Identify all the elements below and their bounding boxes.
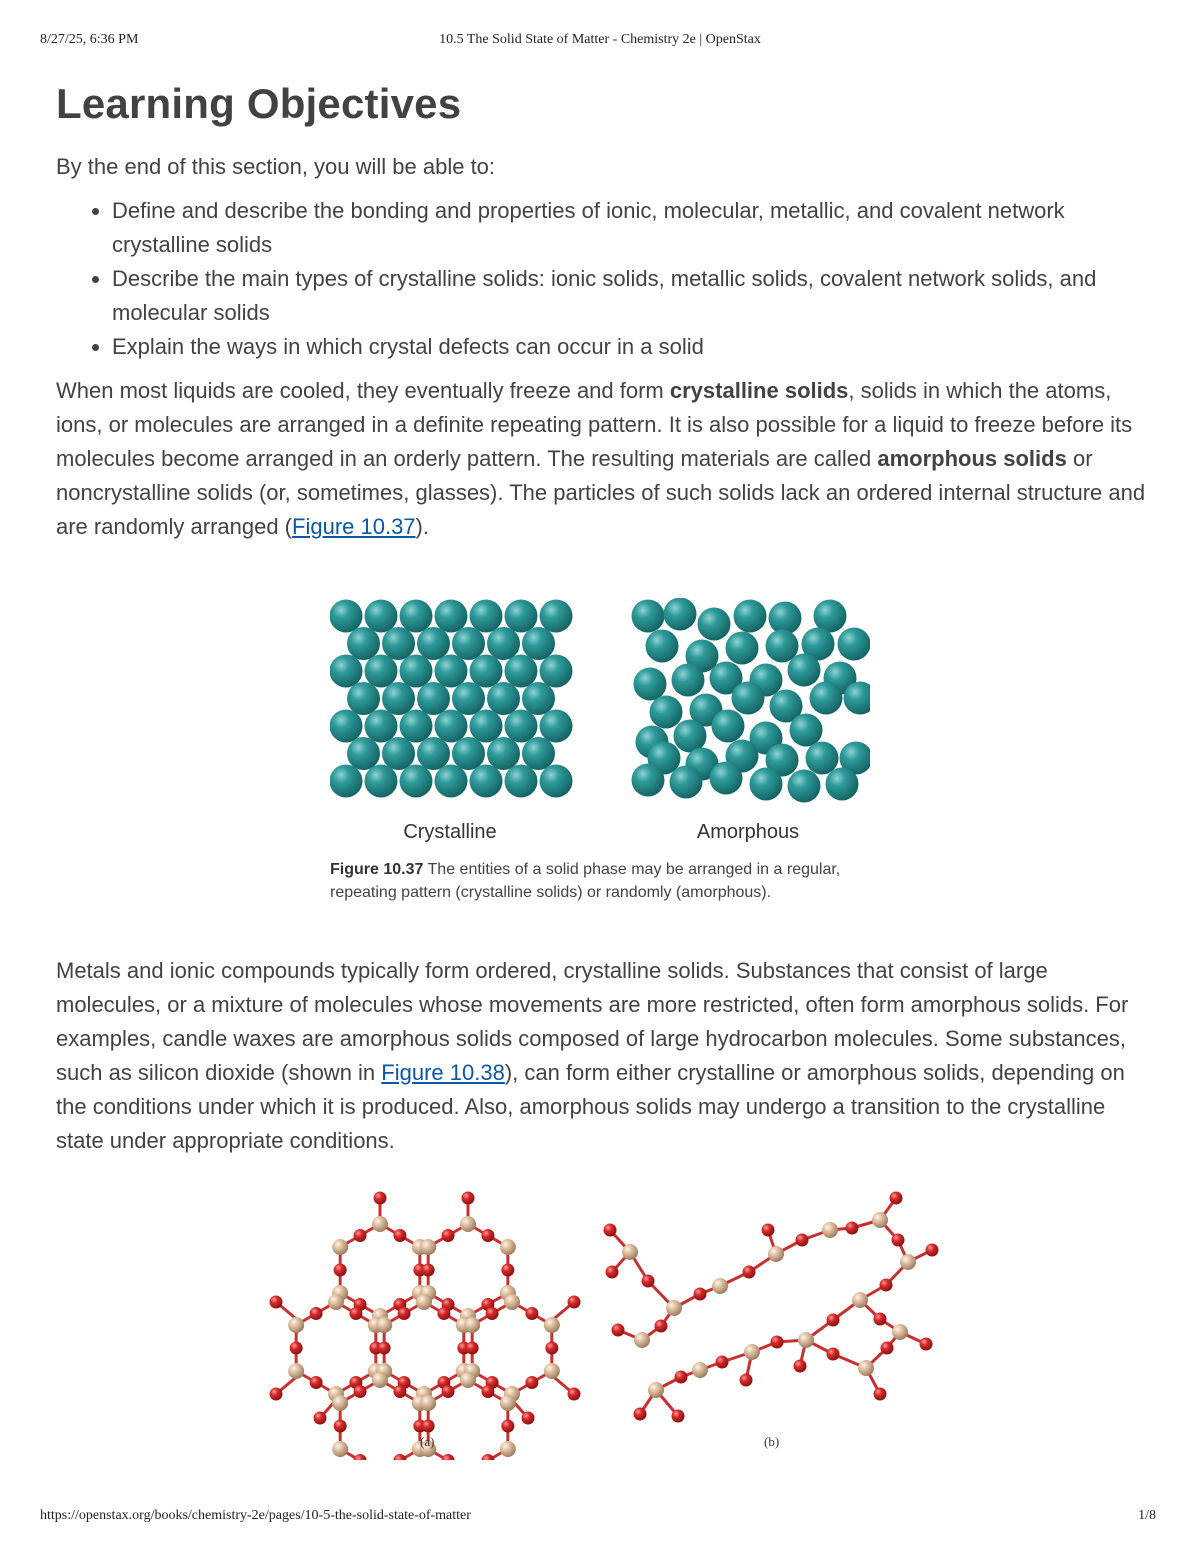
silicon-atom bbox=[328, 1294, 344, 1310]
silicon-atom bbox=[420, 1395, 436, 1411]
oxygen-atom bbox=[716, 1356, 729, 1369]
particle bbox=[632, 600, 665, 633]
particle bbox=[505, 655, 538, 688]
silicon-atom bbox=[332, 1441, 348, 1457]
oxygen-atom bbox=[920, 1338, 933, 1351]
particle bbox=[417, 737, 450, 770]
particle bbox=[540, 765, 573, 798]
oxygen-atom bbox=[442, 1454, 455, 1460]
silicon-atom bbox=[544, 1317, 560, 1333]
atoms bbox=[270, 1192, 939, 1461]
oxygen-atom bbox=[642, 1275, 655, 1288]
particle bbox=[382, 682, 415, 715]
oxygen-atom bbox=[694, 1288, 707, 1301]
particle bbox=[734, 600, 767, 633]
objectives-intro: By the end of this section, you will be able to: bbox=[56, 154, 496, 179]
crystalline-amorphous-diagram bbox=[330, 598, 870, 848]
oxygen-atom bbox=[481, 1454, 494, 1460]
silicon-atom bbox=[666, 1300, 682, 1316]
silicon-atom bbox=[332, 1239, 348, 1255]
silicon-atom bbox=[460, 1216, 476, 1232]
oxygen-atom bbox=[393, 1454, 406, 1460]
oxygen-atom bbox=[466, 1342, 479, 1355]
paragraph-silicon-dioxide bbox=[56, 954, 1146, 1158]
particle bbox=[732, 682, 765, 715]
particle bbox=[470, 710, 503, 743]
oxygen-atom bbox=[881, 1342, 894, 1355]
oxygen-atom bbox=[606, 1266, 619, 1279]
main-content bbox=[56, 80, 1146, 544]
print-header bbox=[0, 32, 1200, 52]
list-item: • Define and describe the bonding and properties of ionic, molecular, metallic, and covalent network crystalline solids bbox=[112, 194, 1146, 262]
oxygen-atom bbox=[290, 1342, 303, 1355]
oxygen-atom bbox=[655, 1320, 668, 1333]
text-run: Metals and ionic compounds typically form ordered, crystalline solids. Substances that consist of large molecules, or a mixture of molecules whose movements are more restricted, often form amorphous solids. For examples, candle waxes are amorphous solids composed of large hydrocarbon molecules. Some substances, such as silicon dioxide (shown in bbox=[56, 958, 1129, 1085]
particle bbox=[806, 742, 839, 775]
oxygen-atom bbox=[442, 1229, 455, 1242]
particle bbox=[435, 600, 468, 633]
particle bbox=[712, 710, 745, 743]
oxygen-atom bbox=[378, 1342, 391, 1355]
caption-text: The entities of a solid phase may be arranged in a regular, repeating pattern (crystalline solids) or randomly (amorphous). bbox=[330, 861, 841, 901]
particle bbox=[435, 710, 468, 743]
silicon-atom bbox=[288, 1317, 304, 1333]
label-crystalline: Crystalline bbox=[403, 821, 497, 843]
particle bbox=[710, 762, 743, 795]
text-run: or noncrystalline solids (or, sometimes, glasses). The particles of such solids lack an ordered internal structure and are randomly arranged ( bbox=[56, 446, 1146, 539]
silicon-atom bbox=[460, 1372, 476, 1388]
particle bbox=[487, 682, 520, 715]
oxygen-atom bbox=[874, 1313, 887, 1326]
particle bbox=[470, 765, 503, 798]
oxygen-atom bbox=[393, 1229, 406, 1242]
silicon-atom bbox=[332, 1395, 348, 1411]
silicon-atom bbox=[744, 1344, 760, 1360]
silicon-atom bbox=[872, 1212, 888, 1228]
particle bbox=[670, 766, 703, 799]
particle bbox=[505, 710, 538, 743]
silicon-atom bbox=[372, 1372, 388, 1388]
silicon-atom bbox=[504, 1294, 520, 1310]
particle bbox=[634, 668, 667, 701]
oxygen-atom bbox=[545, 1342, 558, 1355]
oxygen-atom bbox=[874, 1388, 887, 1401]
particle bbox=[452, 737, 485, 770]
particle bbox=[382, 737, 415, 770]
oxygen-atom bbox=[354, 1385, 367, 1398]
particle bbox=[330, 655, 363, 688]
crystalline-lattice bbox=[330, 600, 573, 798]
term-amorphous-solids: amorphous solids bbox=[877, 446, 1067, 471]
oxygen-atom bbox=[846, 1222, 859, 1235]
particle bbox=[365, 765, 398, 798]
particle bbox=[769, 602, 802, 635]
label-amorphous: Amorphous bbox=[696, 821, 800, 843]
print-timestamp: 8/27/25, 6:36 PM bbox=[40, 32, 139, 47]
oxygen-atom bbox=[522, 1412, 535, 1425]
oxygen-atom bbox=[422, 1264, 435, 1277]
oxygen-atom bbox=[926, 1244, 939, 1257]
label-a: (a) bbox=[420, 1434, 435, 1449]
page-number: 1/8 bbox=[1138, 1508, 1156, 1523]
oxygen-atom bbox=[675, 1371, 688, 1384]
oxygen-atom bbox=[612, 1324, 625, 1337]
particle bbox=[672, 664, 705, 697]
particle bbox=[417, 627, 450, 660]
oxygen-atom bbox=[740, 1374, 753, 1387]
oxygen-atom bbox=[743, 1266, 756, 1279]
silicon-atom bbox=[858, 1360, 874, 1376]
oxygen-atom bbox=[604, 1224, 617, 1237]
oxygen-atom bbox=[314, 1412, 327, 1425]
particle bbox=[452, 627, 485, 660]
oxygen-atom bbox=[568, 1388, 581, 1401]
particle bbox=[505, 765, 538, 798]
particle bbox=[522, 627, 555, 660]
silicon-atom bbox=[892, 1324, 908, 1340]
oxygen-atom bbox=[892, 1234, 905, 1247]
particle bbox=[347, 737, 380, 770]
oxygen-atom bbox=[437, 1307, 450, 1320]
silicon-atom bbox=[372, 1216, 388, 1232]
oxygen-atom bbox=[374, 1192, 387, 1205]
oxygen-atom bbox=[442, 1385, 455, 1398]
particle bbox=[698, 608, 731, 641]
text-run: , solids in which the atoms, ions, or molecules are arranged in a definite repeating pattern. It is also possible for a liquid to freeze before its molecules become arranged in an orderly pattern. The resulting materials are called bbox=[56, 378, 1133, 471]
list-item: • Describe the main types of crystalline solids: ionic solids, metallic solids, covalent network solids, and molecular solids bbox=[112, 262, 1146, 330]
caption-label: Figure 10.37 bbox=[330, 861, 424, 878]
page-heading: Learning Objectives bbox=[56, 80, 462, 127]
oxygen-atom bbox=[501, 1264, 514, 1277]
silicon-atom bbox=[768, 1246, 784, 1262]
particle bbox=[664, 598, 697, 631]
paragraph-crystalline-intro bbox=[56, 374, 1146, 544]
oxygen-atom bbox=[398, 1307, 411, 1320]
silicon-atom bbox=[648, 1382, 664, 1398]
oxygen-atom bbox=[890, 1192, 903, 1205]
particle bbox=[417, 682, 450, 715]
particle bbox=[810, 682, 843, 715]
particle bbox=[330, 710, 363, 743]
oxygen-atom bbox=[771, 1336, 784, 1349]
page-url: https://openstax.org/books/chemistry-2e/pages/10-5-the-solid-state-of-matter bbox=[40, 1508, 471, 1523]
silicon-atom bbox=[798, 1332, 814, 1348]
oxygen-atom bbox=[349, 1307, 362, 1320]
particle bbox=[470, 600, 503, 633]
oxygen-atom bbox=[422, 1420, 435, 1433]
list-item: • Explain the ways in which crystal defects can occur in a solid bbox=[112, 330, 1146, 364]
oxygen-atom bbox=[354, 1454, 367, 1460]
silicon-atom bbox=[622, 1244, 638, 1260]
particle bbox=[632, 764, 665, 797]
oxygen-atom bbox=[270, 1388, 283, 1401]
particle bbox=[330, 765, 363, 798]
oxygen-atom bbox=[334, 1264, 347, 1277]
particle bbox=[750, 768, 783, 801]
oxygen-atom bbox=[354, 1229, 367, 1242]
particle bbox=[400, 710, 433, 743]
label-b: (b) bbox=[764, 1434, 780, 1449]
amorphous-arrangement bbox=[632, 598, 871, 803]
particle bbox=[487, 627, 520, 660]
particle bbox=[826, 768, 859, 801]
particle bbox=[330, 600, 363, 633]
particle bbox=[452, 682, 485, 715]
oxygen-atom bbox=[270, 1296, 283, 1309]
oxygen-atom bbox=[310, 1307, 323, 1320]
oxygen-atom bbox=[334, 1420, 347, 1433]
particle bbox=[540, 600, 573, 633]
oxygen-atom bbox=[481, 1229, 494, 1242]
oxygen-atom bbox=[481, 1385, 494, 1398]
oxygen-atom bbox=[310, 1376, 323, 1389]
particle bbox=[487, 737, 520, 770]
oxygen-atom bbox=[525, 1307, 538, 1320]
term-crystalline-solids: crystalline solids bbox=[669, 378, 849, 403]
silicon-atom bbox=[420, 1239, 436, 1255]
particle bbox=[726, 632, 759, 665]
particle bbox=[650, 696, 683, 729]
oxygen-atom bbox=[462, 1192, 475, 1205]
particle bbox=[382, 627, 415, 660]
silicon-atom bbox=[416, 1294, 432, 1310]
particle bbox=[522, 682, 555, 715]
silicon-atom bbox=[852, 1292, 868, 1308]
particle bbox=[788, 770, 821, 803]
silicon-atom bbox=[500, 1239, 516, 1255]
objectives-list bbox=[56, 194, 1146, 364]
silicon-atom bbox=[634, 1332, 650, 1348]
oxygen-atom bbox=[486, 1307, 499, 1320]
particle bbox=[522, 737, 555, 770]
particle bbox=[365, 710, 398, 743]
paragraph-body bbox=[56, 954, 1146, 1158]
oxygen-atom bbox=[634, 1408, 647, 1421]
particle bbox=[347, 627, 380, 660]
particle bbox=[347, 682, 380, 715]
particle bbox=[470, 655, 503, 688]
particle bbox=[400, 655, 433, 688]
particle bbox=[540, 655, 573, 688]
oxygen-atom bbox=[880, 1279, 893, 1292]
particle bbox=[365, 655, 398, 688]
silicon-atom bbox=[692, 1362, 708, 1378]
particle bbox=[435, 765, 468, 798]
silicon-atom bbox=[288, 1363, 304, 1379]
oxygen-atom bbox=[525, 1376, 538, 1389]
silicon-atom bbox=[376, 1317, 392, 1333]
oxygen-atom bbox=[501, 1420, 514, 1433]
particle bbox=[788, 654, 821, 687]
oxygen-atom bbox=[672, 1410, 685, 1423]
particle bbox=[646, 630, 679, 663]
particle bbox=[400, 765, 433, 798]
figure-10-38-silicon-dioxide bbox=[260, 1190, 940, 1460]
silicon-atom bbox=[500, 1441, 516, 1457]
text-run: ). bbox=[415, 514, 429, 539]
figure-caption bbox=[330, 858, 850, 904]
oxygen-atom bbox=[393, 1385, 406, 1398]
oxygen-atom bbox=[827, 1348, 840, 1361]
text-run: When most liquids are cooled, they eventually freeze and form bbox=[56, 378, 670, 403]
oxygen-atom bbox=[794, 1360, 807, 1373]
print-footer bbox=[0, 1508, 1200, 1528]
particle bbox=[365, 600, 398, 633]
figure-10-37-link[interactable]: Figure 10.37 bbox=[292, 514, 416, 539]
particle bbox=[435, 655, 468, 688]
silicon-atom bbox=[544, 1363, 560, 1379]
particle bbox=[540, 710, 573, 743]
silicon-atom bbox=[822, 1222, 838, 1238]
print-page-title: 10.5 The Solid State of Matter - Chemistry 2e | OpenStax bbox=[439, 32, 761, 47]
oxygen-atom bbox=[762, 1224, 775, 1237]
silicon-atom bbox=[900, 1254, 916, 1270]
figure-10-37 bbox=[330, 598, 870, 904]
silicon-atom bbox=[712, 1278, 728, 1294]
silicon-atom bbox=[464, 1317, 480, 1333]
oxygen-atom bbox=[568, 1296, 581, 1309]
figure-10-38-link[interactable]: Figure 10.38 bbox=[381, 1060, 505, 1085]
text-run: ), can form either crystalline or amorphous solids, depending on the conditions under which it is produced. Also, amorphous solids may undergo a transition to the crystalline state under appropriate conditions. bbox=[56, 1060, 1125, 1153]
oxygen-atom bbox=[796, 1234, 809, 1247]
particle bbox=[400, 600, 433, 633]
oxygen-atom bbox=[827, 1314, 840, 1327]
particle bbox=[838, 628, 871, 661]
particle bbox=[790, 714, 823, 747]
particle bbox=[505, 600, 538, 633]
silicon-atom bbox=[500, 1395, 516, 1411]
